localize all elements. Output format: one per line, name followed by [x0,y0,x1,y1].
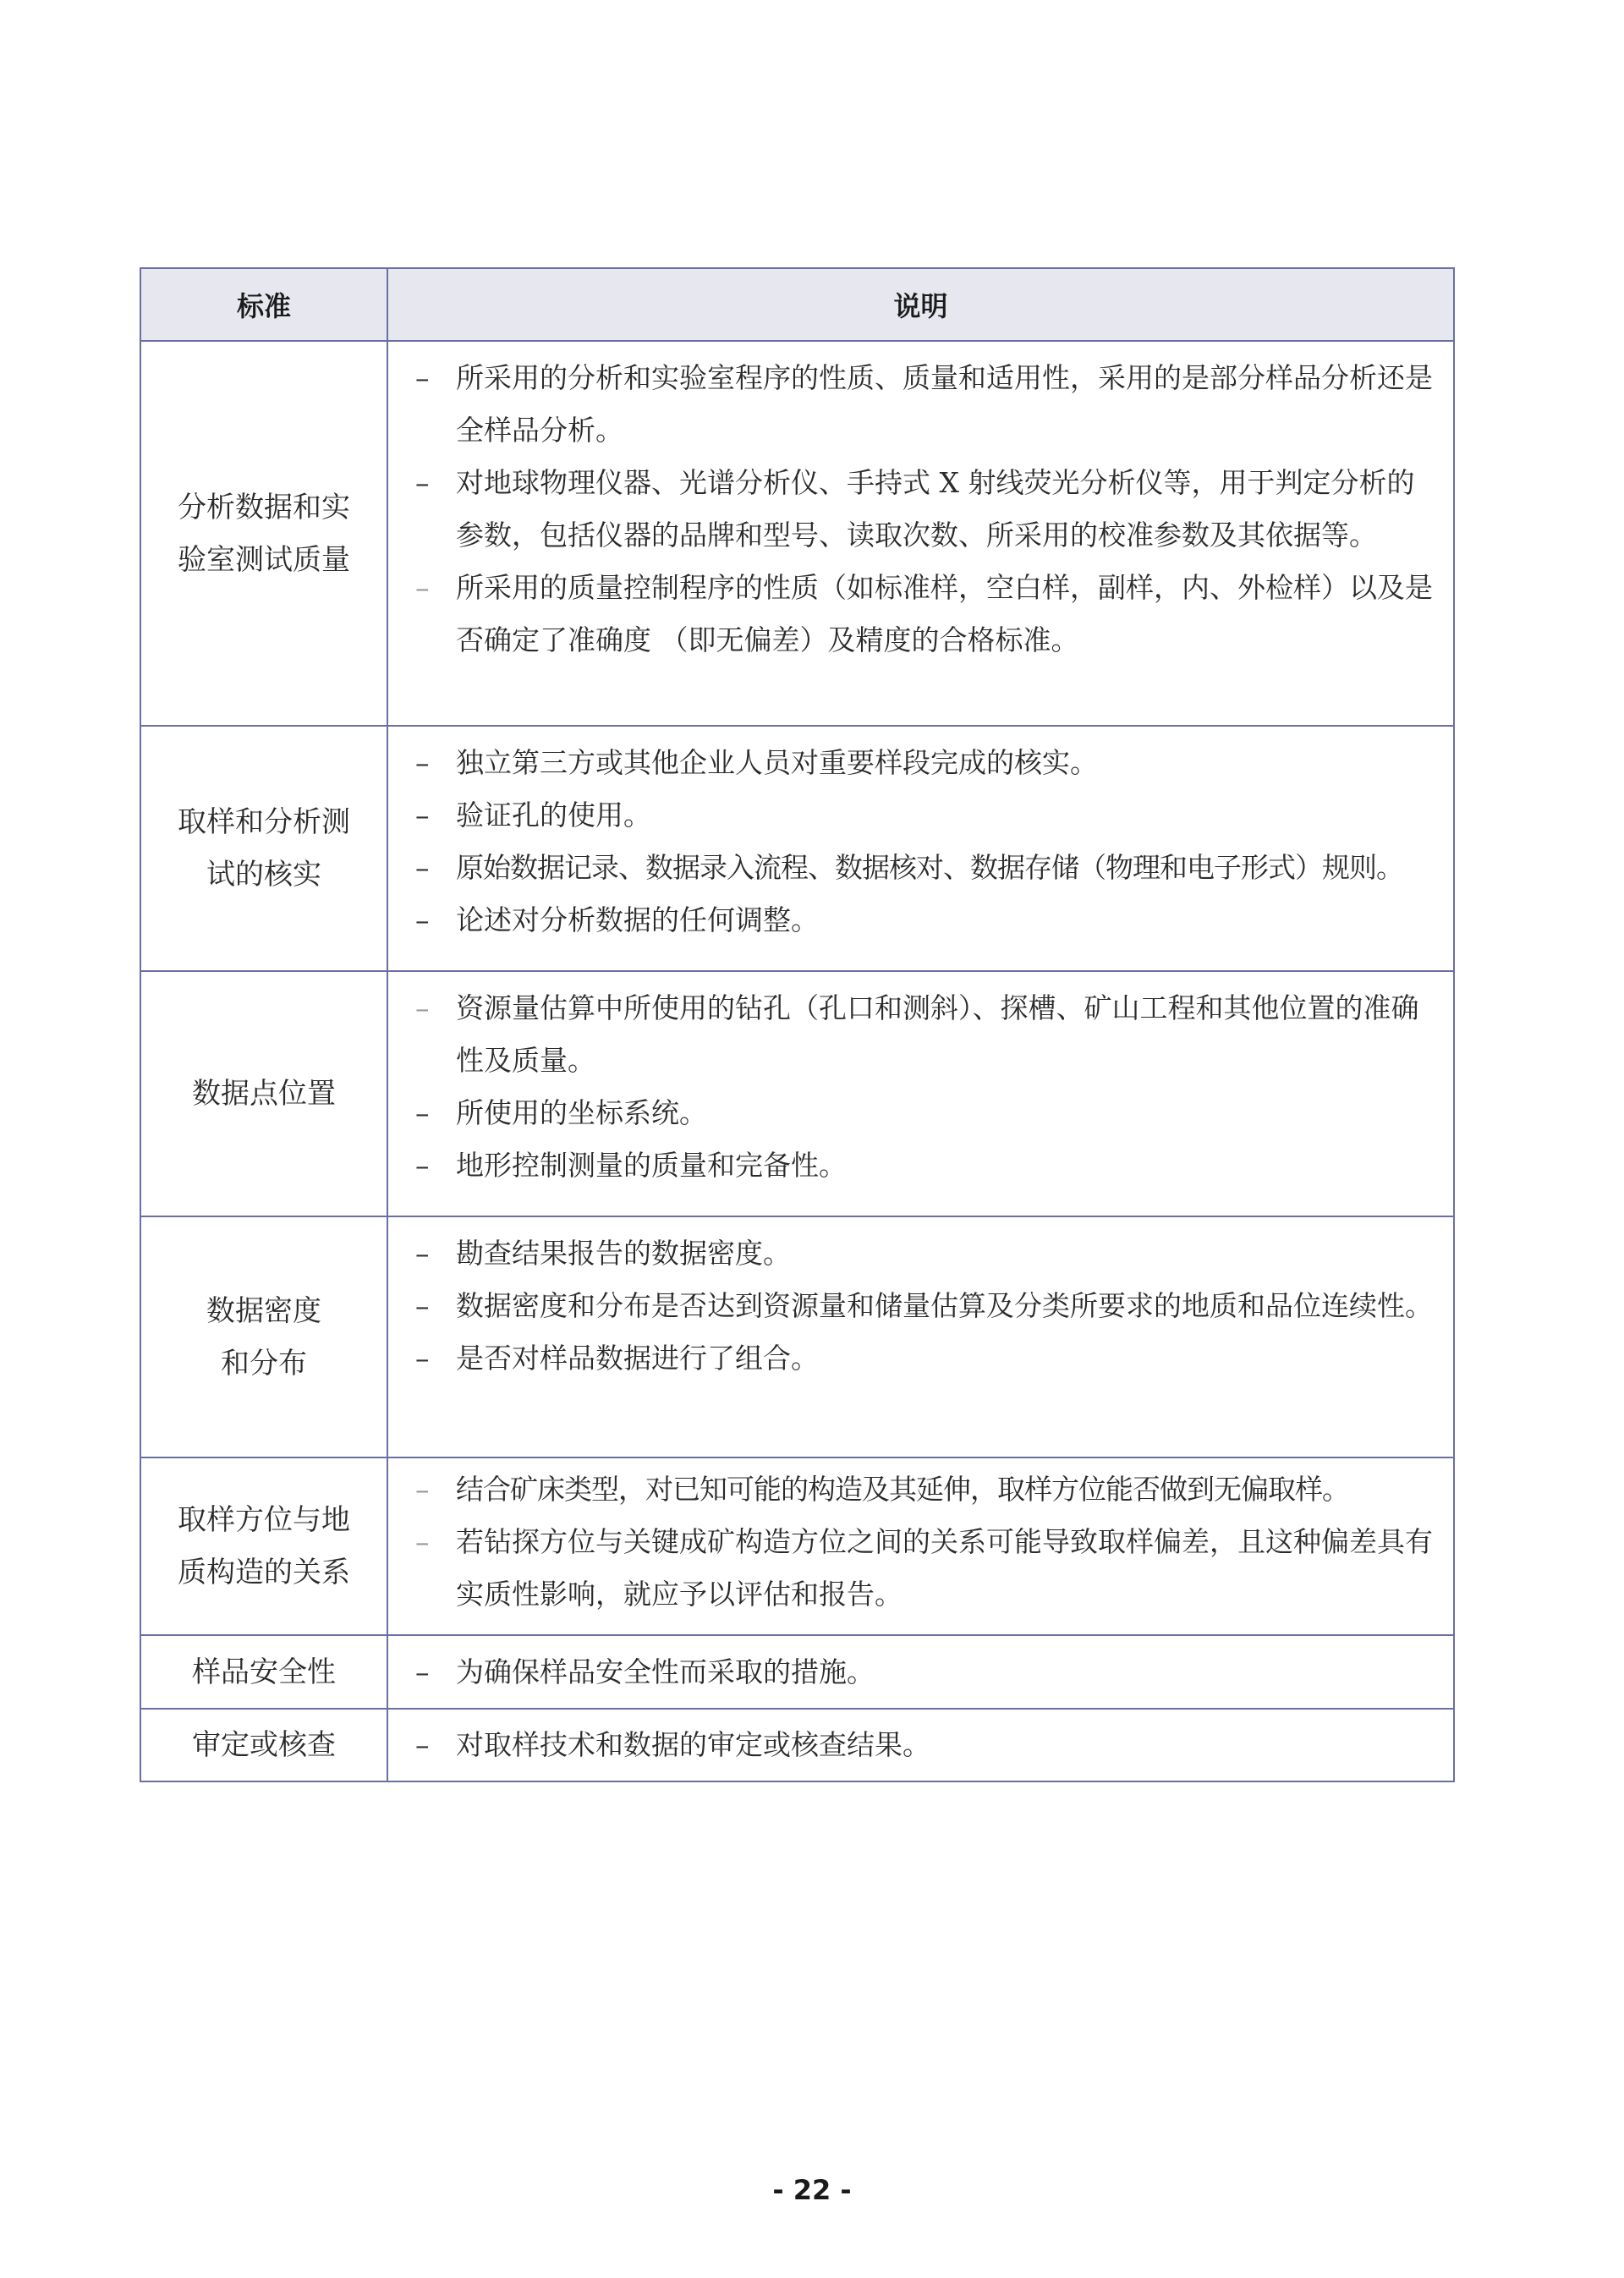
list-item-text: 为确保样品安全性而采取的措施。 [456,1655,875,1688]
list-item-text: 原始数据记录、数据录入流程、数据核对、数据存储（物理和电子形式）规则。 [456,851,1403,884]
criterion-label: 取样方位与地质构造的关系 [178,1503,350,1589]
description-cell [387,971,1454,1216]
description-cell [387,341,1454,726]
list-item [388,1139,1436,1192]
list-item-text: 论述对分析数据的任何调整。 [456,903,819,936]
list-item-text: 资源量估算中所使用的钻孔（孔口和测斜）、探槽、矿山工程和其他位置的准确性及质量。 [456,991,1419,1077]
list-item [388,789,1436,842]
bullet-dash: – [415,903,430,936]
bullet-dash: – [415,746,430,779]
criteria-table [140,267,1455,1782]
table-row [140,1709,1454,1781]
bullet-dash: – [415,1525,430,1558]
list-item [388,1719,1436,1771]
bullet-dash: – [415,991,430,1024]
description-cell [387,726,1454,971]
description-cell [387,1635,1454,1709]
list-item [388,562,1436,667]
criterion-cell [140,726,387,971]
list-item [388,1463,1436,1516]
criterion-label: 审定或核查 [192,1728,336,1762]
description-list [388,737,1436,947]
bullet-dash: – [415,1289,430,1322]
list-item-text: 所使用的坐标系统。 [456,1096,707,1129]
table-row [140,1457,1454,1635]
list-item [388,1087,1436,1139]
bullet-dash: – [415,1342,430,1375]
criterion-cell [140,1457,387,1635]
bullet-dash: – [415,466,430,499]
list-item-text: 结合矿床类型，对已知可能的构造及其延伸，取样方位能否做到无偏取样。 [456,1473,1349,1506]
list-item-text: 若钻探方位与关键成矿构造方位之间的关系可能导致取样偏差，且这种偏差具有实质性影响，就应予以评估和报告。 [456,1525,1433,1611]
table-row [140,1216,1454,1457]
list-item [388,1516,1436,1621]
list-item-text: 地形控制测量的质量和完备性。 [456,1149,847,1182]
list-item [388,842,1436,894]
bullet-dash: – [415,1096,430,1129]
list-item-text: 对地球物理仪器、光谱分析仪、手持式 X 射线荧光分析仪等，用于判定分析的参数，包括仪器的品牌和型号、读取次数、所采用的校准参数及其依据等。 [456,466,1415,552]
bullet-dash: – [415,1655,430,1688]
bullet-dash: – [415,1473,429,1506]
table-row [140,971,1454,1216]
description-cell [387,1709,1454,1781]
bullet-dash: – [415,1237,430,1270]
page-number: - 22 - [772,2174,852,2206]
list-item-text: 是否对样品数据进行了组合。 [456,1342,819,1375]
list-item [388,457,1436,562]
list-item [388,1646,1436,1699]
list-item [388,1332,1436,1385]
description-list [388,1463,1436,1621]
list-item [388,982,1436,1087]
header-criterion: 标准 [140,268,387,341]
bullet-dash: – [415,1728,430,1761]
criterion-cell [140,341,387,726]
table-row [140,341,1454,726]
list-item-text: 勘查结果报告的数据密度。 [456,1237,791,1270]
list-item-text: 独立第三方或其他企业人员对重要样段完成的核实。 [456,746,1098,779]
criterion-label: 分析数据和实验室测试质量 [178,490,350,577]
header-explanation: 说明 [387,268,1454,341]
criterion-cell [140,1635,387,1709]
table-row [140,1635,1454,1709]
description-cell [387,1216,1454,1457]
list-item [388,1227,1436,1280]
list-item [388,737,1436,789]
list-item-text: 验证孔的使用。 [456,799,651,832]
description-list [388,982,1436,1192]
description-list [388,1646,1436,1699]
criterion-label: 数据点位置 [192,1077,336,1111]
list-item-text: 数据密度和分布是否达到资源量和储量估算及分类所要求的地质和品位连续性。 [456,1289,1433,1322]
list-item-text: 对取样技术和数据的审定或核查结果。 [456,1728,930,1761]
table-header-row [140,268,1454,341]
criterion-label: 数据密度和分布 [206,1293,321,1381]
criterion-label: 样品安全性 [192,1655,336,1689]
list-item [388,894,1436,947]
list-item-text: 所采用的分析和实验室程序的性质、质量和适用性，采用的是部分样品分析还是全样品分析。 [456,361,1433,447]
bullet-dash: – [415,799,430,832]
bullet-dash: – [415,851,429,884]
bullet-dash: – [415,571,430,604]
criterion-cell [140,971,387,1216]
table-row [140,726,1454,971]
description-cell [387,1457,1454,1635]
bullet-dash: – [415,1149,430,1182]
description-list [388,1227,1436,1385]
criterion-cell [140,1216,387,1457]
criterion-label: 取样和分析测试的核实 [178,805,350,892]
description-list [388,352,1436,667]
list-item [388,352,1436,457]
criterion-cell [140,1709,387,1781]
description-list [388,1719,1436,1771]
list-item-text: 所采用的质量控制程序的性质（如标准样，空白样，副样，内、外检样）以及是否确定了准确度 （即无偏差）及精度的合格标准。 [456,571,1433,656]
bullet-dash: – [415,361,430,394]
list-item [388,1280,1436,1332]
